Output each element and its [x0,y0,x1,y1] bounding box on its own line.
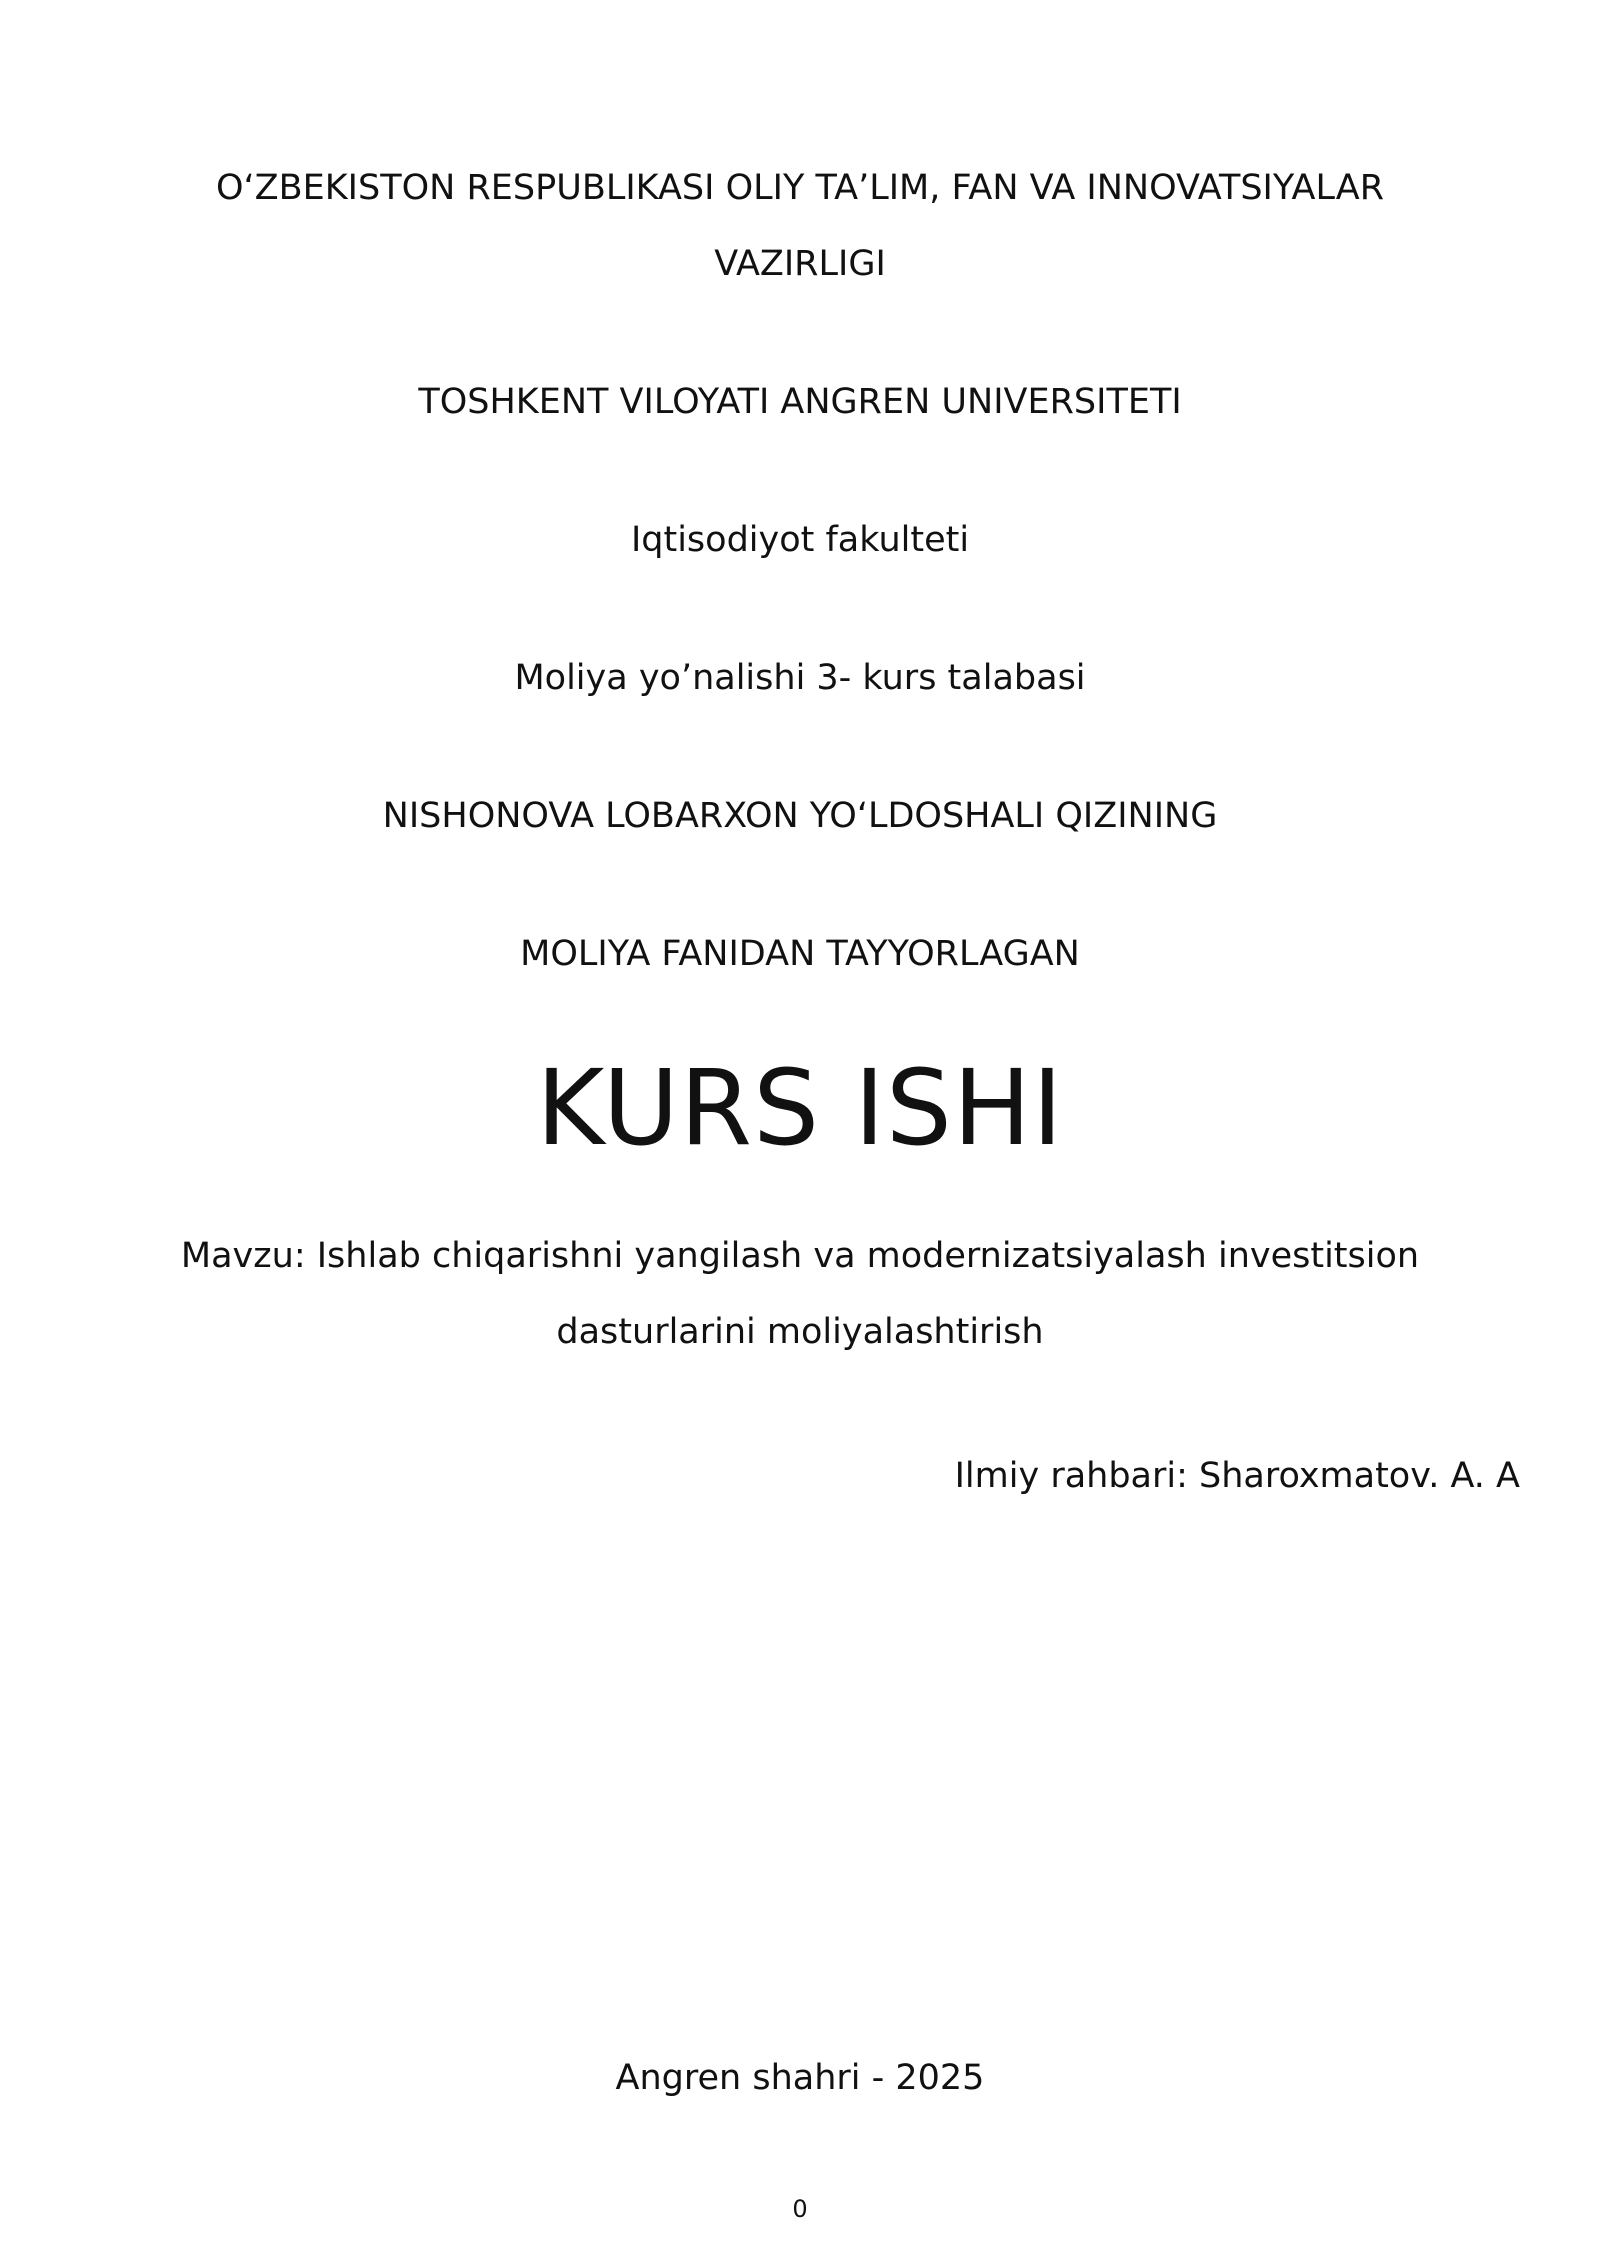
topic-line-2: dasturlarini moliyalashtirish [556,1312,1044,1352]
ministry-name-line-2: VAZIRLIGI [714,244,886,284]
prepared-by-line: MOLIYA FANIDAN TAYYORLAGAN [520,934,1080,974]
page-number: 0 [792,2195,808,2223]
supervisor: Ilmiy rahbari: Sharoxmatov. A. A [954,1456,1520,1496]
city-year: Angren shahri - 2025 [615,2058,985,2098]
ministry-name-line-1: O‘ZBEKISTON RESPUBLIKASI OLIY TA’LIM, FAN VA INNOVATSIYALAR [215,168,1385,208]
student-info: Moliya yo’nalishi 3- kurs talabasi [514,658,1086,698]
university-name: TOSHKENT VILOYATI ANGREN UNIVERSITETI [418,382,1182,422]
topic-line-1: Mavzu: Ishlab chiqarishni yangilash va modernizatsiyalash investitsion [180,1236,1420,1276]
document-type-title: KURS ISHI [536,1047,1064,1169]
faculty-name: Iqtisodiyot fakulteti [630,520,970,560]
student-name: NISHONOVA LOBARXON YO‘LDOSHALI QIZINING [382,796,1218,836]
